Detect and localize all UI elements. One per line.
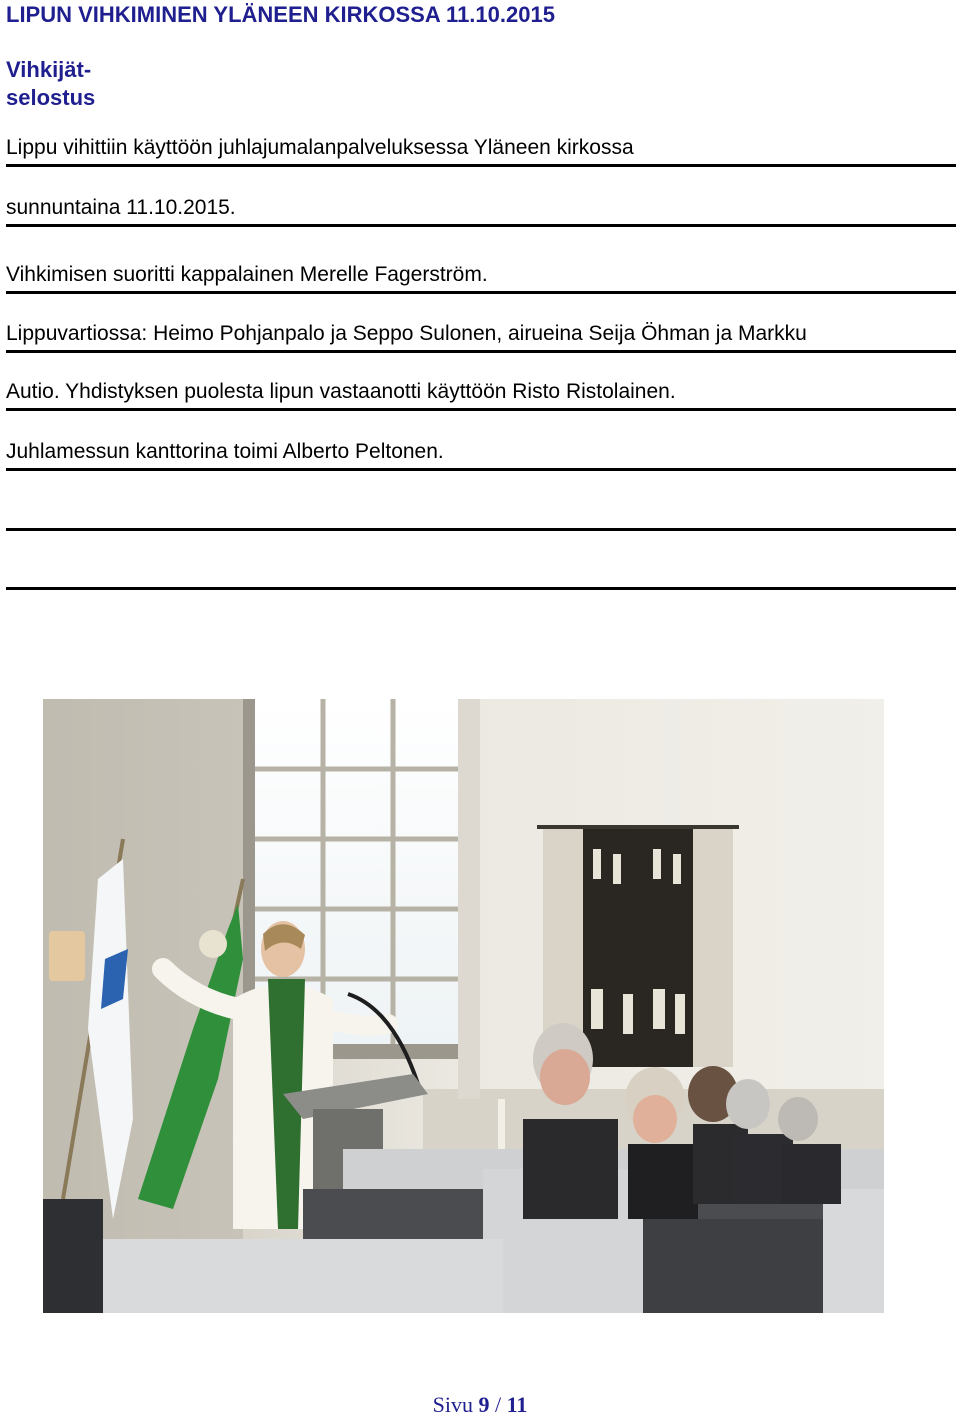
line-text-3: Vihkimisen suoritti kappalainen Merelle Fagerström. — [6, 263, 488, 286]
document-title: LIPUN VIHKIMINEN YLÄNEEN KIRKOSSA 11.10.2015 — [6, 2, 555, 27]
line-text-6: Juhlamessun kanttorina toimi Alberto Peltonen. — [6, 440, 444, 463]
section-label: Vihkijät-selostus — [6, 57, 96, 110]
line-text-2: sunnuntaina 11.10.2015. — [6, 196, 236, 219]
ruled-line-7 — [6, 528, 956, 531]
line-text-1: Lippu vihittiin käyttöön juhlajumalanpalveluksessa Yläneen kirkossa — [6, 136, 634, 159]
church-photo-illustration — [43, 699, 884, 1313]
ruled-line-5 — [6, 380, 956, 411]
ruled-line-4 — [6, 322, 956, 353]
ruled-line-3 — [6, 263, 956, 294]
line-text-4: Lippuvartiossa: Heimo Pohjanpalo ja Seppo Sulonen, airueina Seija Öhman ja Markku — [6, 322, 807, 345]
total-pages: 11 — [506, 1392, 528, 1417]
line-text-5: Autio. Yhdistyksen puolesta lipun vastaanotti käyttöön Risto Ristolainen. — [6, 380, 676, 403]
page-footer — [0, 1392, 960, 1418]
current-page: 9 — [478, 1392, 490, 1417]
ruled-line-8 — [6, 587, 956, 590]
ruled-line-6 — [6, 440, 956, 471]
page-word: Sivu — [432, 1392, 473, 1417]
ruled-line-2 — [6, 196, 956, 227]
church-photo — [43, 699, 884, 1313]
ruled-line-1 — [6, 136, 956, 167]
page-separator: / — [494, 1392, 502, 1417]
